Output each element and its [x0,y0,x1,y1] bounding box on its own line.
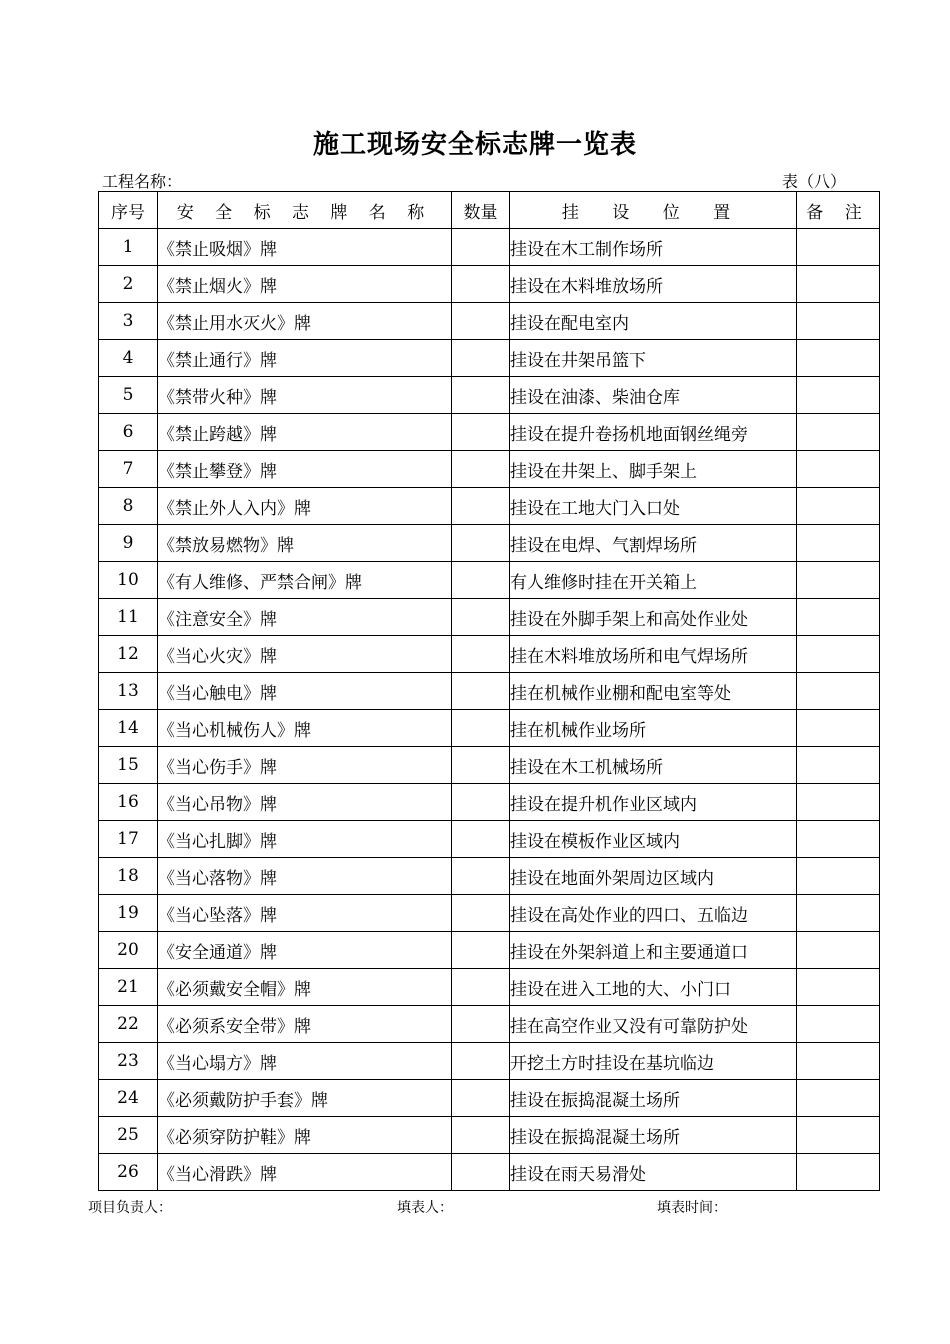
table-row [99,266,880,303]
cell-quantity [452,229,510,266]
cell-location: 挂设在工地大门入口处 [510,488,797,525]
cell-location: 挂设在配电室内 [510,303,797,340]
col-header-qty: 数量 [452,192,510,229]
cell-quantity [452,1080,510,1117]
cell-quantity [452,1043,510,1080]
table-row [99,1043,880,1080]
cell-note [797,229,880,266]
cell-note [797,1006,880,1043]
cell-quantity [452,303,510,340]
cell-location: 有人维修时挂在开关箱上 [510,562,797,599]
cell-note [797,414,880,451]
cell-note [797,784,880,821]
cell-quantity [452,784,510,821]
table-row [99,377,880,414]
cell-location: 挂设在模板作业区域内 [510,821,797,858]
cell-quantity [452,821,510,858]
table-header-row [99,192,880,229]
cell-quantity [452,1154,510,1191]
project-name-label: 工程名称： [102,172,183,191]
cell-sign-name: 《注意安全》牌 [158,599,452,636]
cell-no: 2 [99,266,158,303]
footer-date-label: 填表时间： [657,1200,727,1216]
cell-sign-name: 《当心吊物》牌 [158,784,452,821]
cell-sign-name: 《禁止通行》牌 [158,340,452,377]
table-row [99,895,880,932]
cell-note [797,599,880,636]
table-row [99,969,880,1006]
cell-note [797,1080,880,1117]
cell-no: 13 [99,673,158,710]
cell-location: 挂设在雨天易滑处 [510,1154,797,1191]
cell-quantity [452,969,510,1006]
cell-no: 16 [99,784,158,821]
cell-location: 挂设在井架上、脚手架上 [510,451,797,488]
cell-sign-name: 《当心机械伤人》牌 [158,710,452,747]
table-number: 表（八） [782,172,847,191]
cell-no: 21 [99,969,158,1006]
cell-sign-name: 《当心扎脚》牌 [158,821,452,858]
cell-note [797,451,880,488]
cell-location: 挂设在外架斜道上和主要通道口 [510,932,797,969]
cell-location: 挂设在振捣混凝土场所 [510,1117,797,1154]
cell-note [797,969,880,1006]
table-row [99,636,880,673]
cell-sign-name: 《当心触电》牌 [158,673,452,710]
cell-quantity [452,1006,510,1043]
cell-no: 5 [99,377,158,414]
cell-quantity [452,747,510,784]
cell-no: 22 [99,1006,158,1043]
cell-location: 挂设在油漆、柴油仓库 [510,377,797,414]
cell-quantity [452,932,510,969]
cell-no: 18 [99,858,158,895]
cell-note [797,266,880,303]
cell-quantity [452,1117,510,1154]
cell-quantity [452,488,510,525]
cell-sign-name: 《禁止攀登》牌 [158,451,452,488]
cell-note [797,895,880,932]
cell-sign-name: 《当心滑跌》牌 [158,1154,452,1191]
cell-no: 25 [99,1117,158,1154]
cell-quantity [452,895,510,932]
cell-sign-name: 《禁止外人入内》牌 [158,488,452,525]
cell-sign-name: 《必须穿防护鞋》牌 [158,1117,452,1154]
cell-note [797,710,880,747]
cell-note [797,636,880,673]
table-row [99,747,880,784]
cell-no: 1 [99,229,158,266]
table-row [99,858,880,895]
cell-sign-name: 《必须戴防护手套》牌 [158,1080,452,1117]
cell-no: 10 [99,562,158,599]
cell-no: 20 [99,932,158,969]
cell-quantity [452,451,510,488]
cell-note [797,821,880,858]
cell-quantity [452,858,510,895]
cell-sign-name: 《当心落物》牌 [158,858,452,895]
cell-location: 挂设在高处作业的四口、五临边 [510,895,797,932]
cell-location: 挂设在木工机械场所 [510,747,797,784]
cell-sign-name: 《当心伤手》牌 [158,747,452,784]
col-header-no: 序号 [99,192,158,229]
footer-manager-label: 项目负责人： [88,1200,172,1216]
cell-location: 挂设在木料堆放场所 [510,266,797,303]
cell-no: 3 [99,303,158,340]
cell-location: 挂设在振捣混凝土场所 [510,1080,797,1117]
cell-no: 12 [99,636,158,673]
cell-note [797,858,880,895]
cell-sign-name: 《必须戴安全帽》牌 [158,969,452,1006]
cell-note [797,488,880,525]
table-row [99,229,880,266]
table-row [99,525,880,562]
cell-sign-name: 《禁止烟火》牌 [158,266,452,303]
table-row [99,562,880,599]
cell-sign-name: 《当心塌方》牌 [158,1043,452,1080]
cell-no: 7 [99,451,158,488]
page-title: 施工现场安全标志牌一览表 [312,130,637,160]
table-row [99,599,880,636]
cell-note [797,1117,880,1154]
cell-sign-name: 《安全通道》牌 [158,932,452,969]
cell-quantity [452,636,510,673]
cell-quantity [452,414,510,451]
cell-sign-name: 《禁止跨越》牌 [158,414,452,451]
cell-no: 11 [99,599,158,636]
cell-quantity [452,340,510,377]
table-row [99,488,880,525]
cell-sign-name: 《禁止用水灭火》牌 [158,303,452,340]
cell-no: 4 [99,340,158,377]
table-row [99,673,880,710]
footer-filler-label: 填表人： [397,1200,453,1216]
cell-no: 23 [99,1043,158,1080]
table-row [99,414,880,451]
cell-note [797,673,880,710]
cell-sign-name: 《禁放易燃物》牌 [158,525,452,562]
cell-note [797,377,880,414]
table-row [99,1117,880,1154]
cell-no: 17 [99,821,158,858]
cell-note [797,340,880,377]
table-row [99,821,880,858]
table-row [99,784,880,821]
cell-location: 挂设在进入工地的大、小门口 [510,969,797,1006]
cell-sign-name: 《禁止吸烟》牌 [158,229,452,266]
cell-note [797,303,880,340]
cell-quantity [452,562,510,599]
table-row [99,340,880,377]
cell-location: 挂在机械作业棚和配电室等处 [510,673,797,710]
col-header-location: 挂 设 位 置 [510,192,797,229]
cell-quantity [452,266,510,303]
cell-location: 挂设在提升机作业区域内 [510,784,797,821]
cell-sign-name: 《禁带火种》牌 [158,377,452,414]
table-body [99,229,880,1191]
cell-no: 8 [99,488,158,525]
cell-sign-name: 《有人维修、严禁合闸》牌 [158,562,452,599]
cell-location: 挂设在外脚手架上和高处作业处 [510,599,797,636]
cell-no: 15 [99,747,158,784]
cell-note [797,747,880,784]
cell-note [797,1043,880,1080]
table-row [99,451,880,488]
cell-no: 6 [99,414,158,451]
cell-location: 挂设在木工制作场所 [510,229,797,266]
cell-location: 挂设在提升卷扬机地面钢丝绳旁 [510,414,797,451]
cell-note [797,525,880,562]
cell-no: 14 [99,710,158,747]
cell-location: 挂在高空作业又没有可靠防护处 [510,1006,797,1043]
cell-location: 挂设在电焊、气割焊场所 [510,525,797,562]
table-row [99,710,880,747]
cell-no: 26 [99,1154,158,1191]
table-row [99,1080,880,1117]
table-row [99,932,880,969]
col-header-name: 安 全 标 志 牌 名 称 [158,192,452,229]
cell-quantity [452,377,510,414]
cell-location: 挂设在井架吊篮下 [510,340,797,377]
sign-list-table [98,191,880,1191]
cell-quantity [452,710,510,747]
cell-sign-name: 《当心火灾》牌 [158,636,452,673]
cell-quantity [452,673,510,710]
cell-location: 挂设在地面外架周边区域内 [510,858,797,895]
col-header-note: 备 注 [797,192,880,229]
cell-note [797,1154,880,1191]
cell-quantity [452,599,510,636]
table-row [99,1006,880,1043]
table-row [99,1154,880,1191]
cell-location: 挂在木料堆放场所和电气焊场所 [510,636,797,673]
table-row [99,303,880,340]
cell-sign-name: 《必须系安全带》牌 [158,1006,452,1043]
cell-note [797,932,880,969]
cell-quantity [452,525,510,562]
cell-no: 19 [99,895,158,932]
cell-location: 挂在机械作业场所 [510,710,797,747]
cell-no: 9 [99,525,158,562]
cell-no: 24 [99,1080,158,1117]
cell-note [797,562,880,599]
cell-sign-name: 《当心坠落》牌 [158,895,452,932]
cell-location: 开挖土方时挂设在基坑临边 [510,1043,797,1080]
